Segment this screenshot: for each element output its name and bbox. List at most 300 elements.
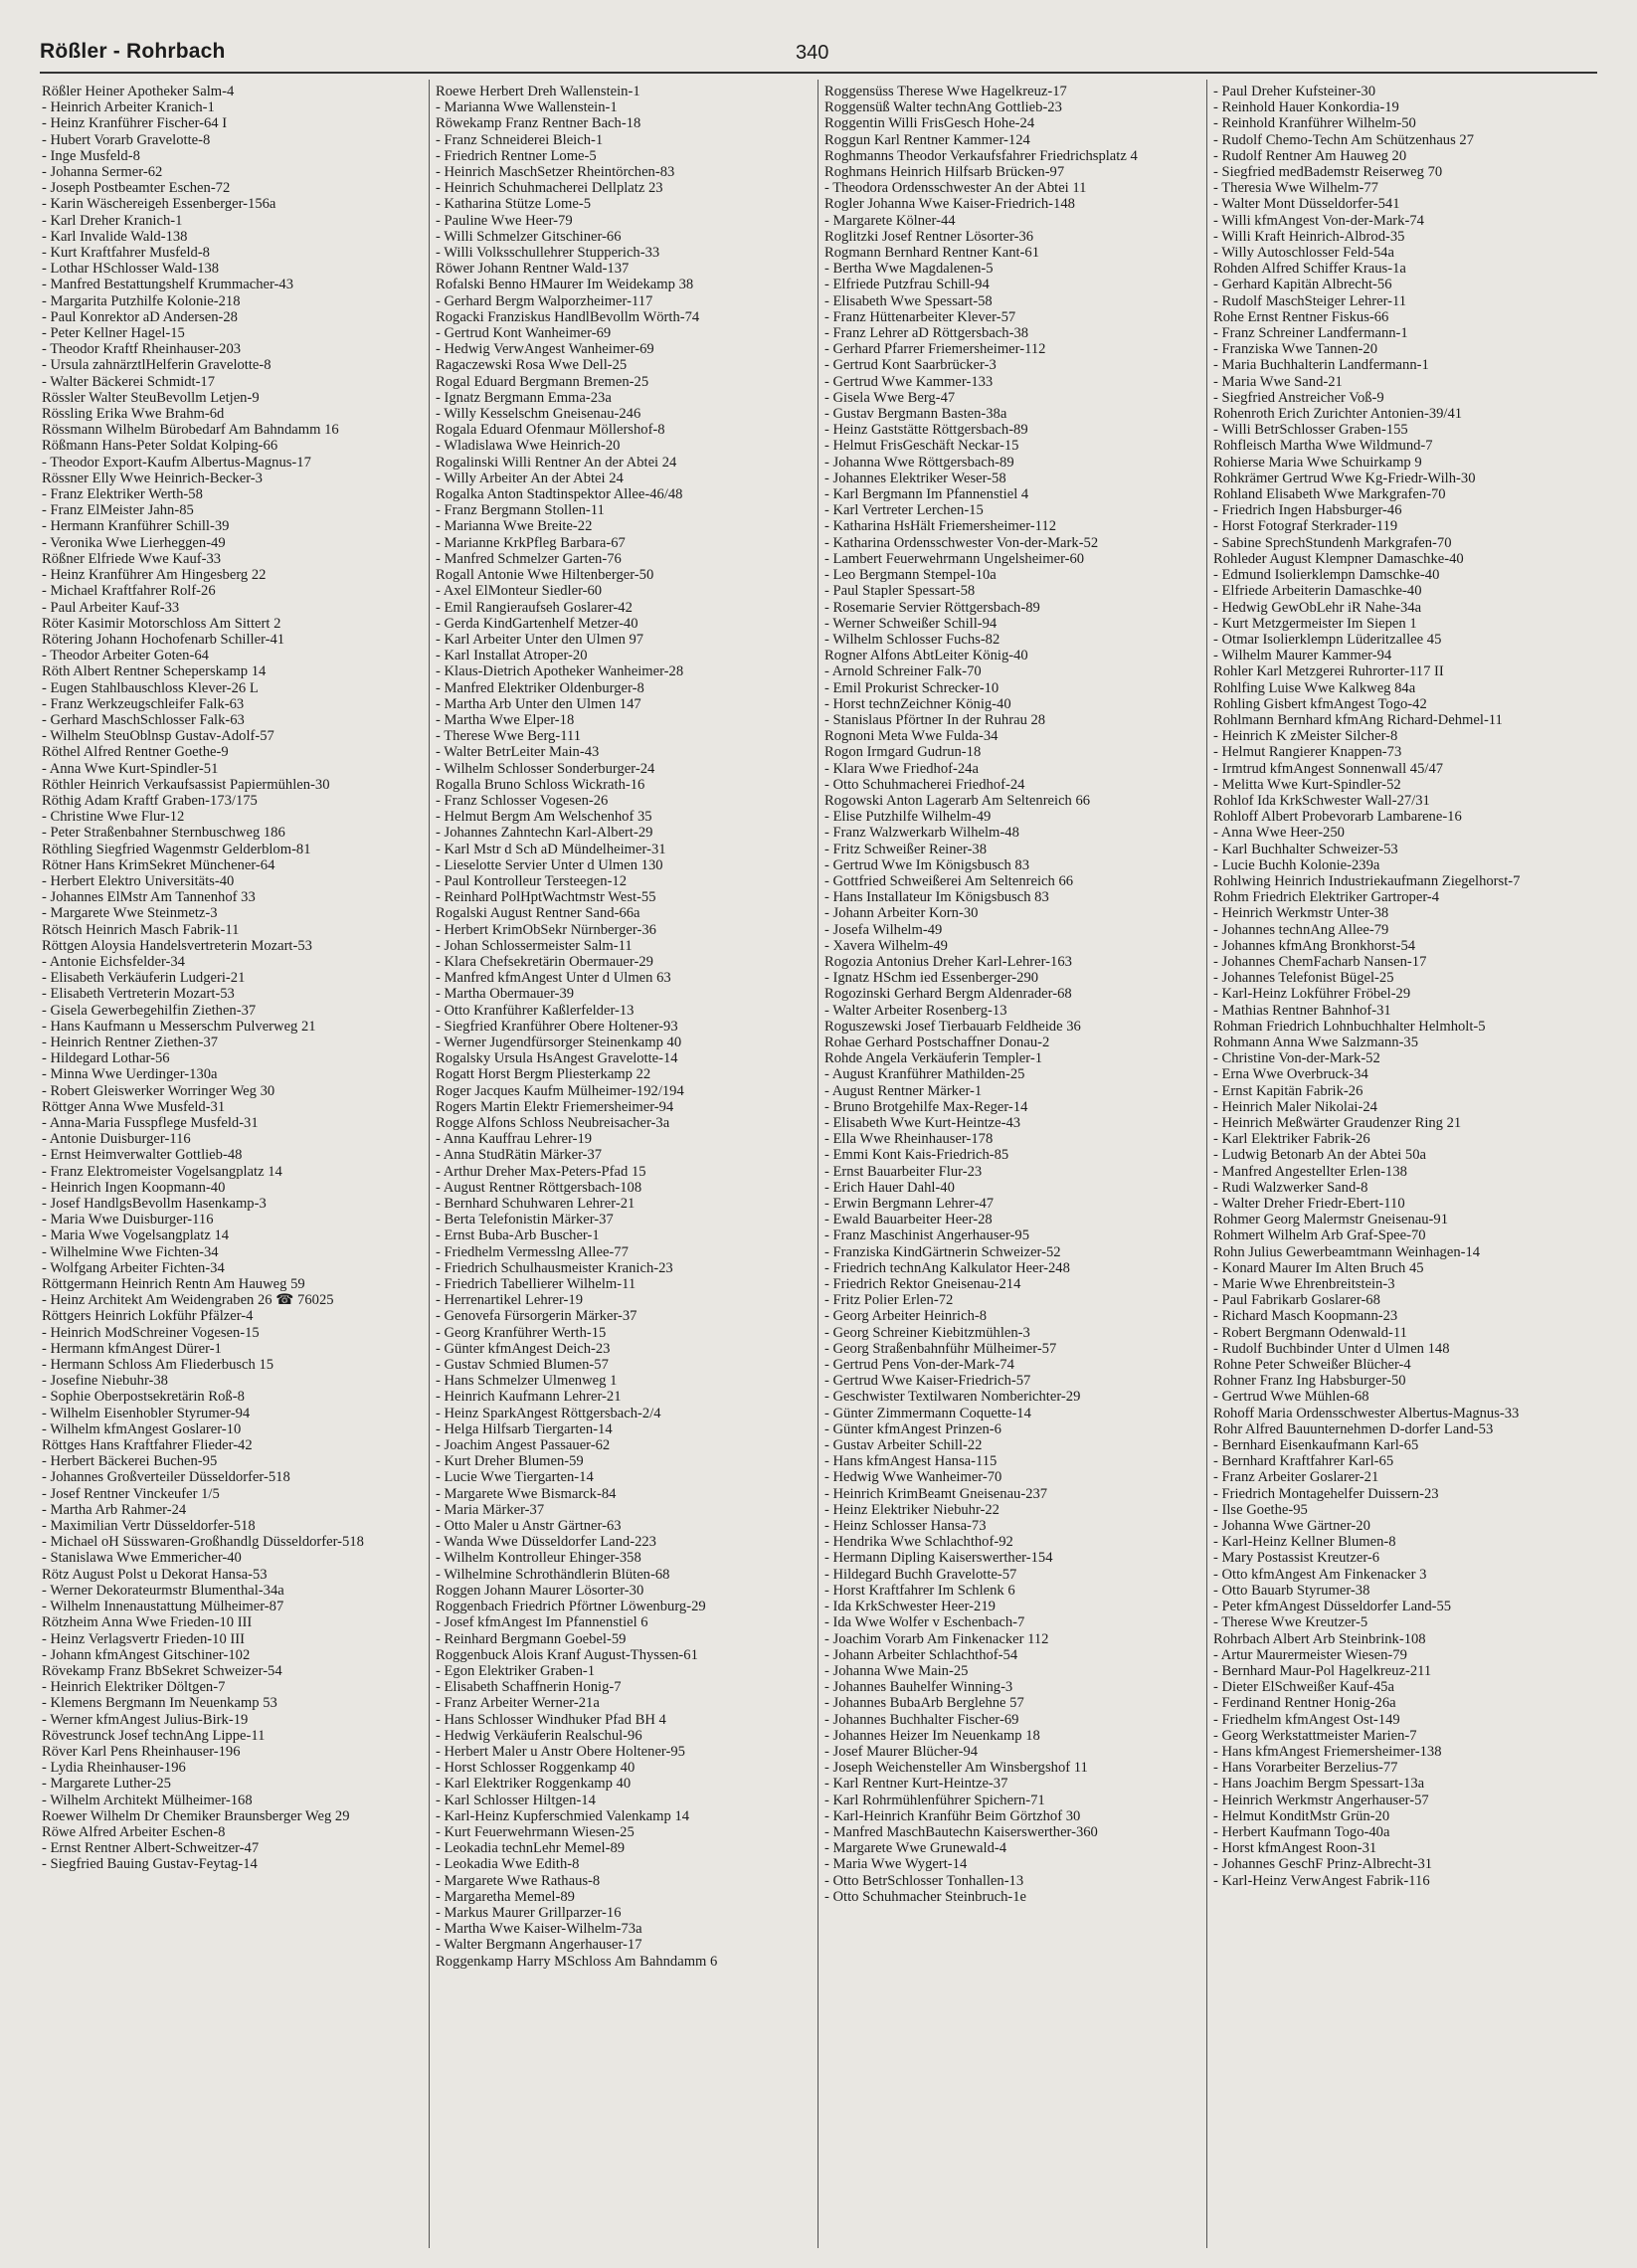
directory-entry: Rössmann Wilhelm Bürobedarf Am Bahndamm 16 bbox=[42, 422, 339, 439]
directory-entry: - Anna Wwe Kurt-Spindler-51 bbox=[42, 760, 219, 777]
directory-entry: - Gerhard MaschSchlosser Falk-63 bbox=[42, 711, 245, 728]
directory-entry: - Christine Wwe Flur-12 bbox=[42, 809, 185, 826]
directory-entry: - Anna StudRätin Märker-37 bbox=[436, 1147, 603, 1164]
directory-entry: - Friedrich Schulhausmeister Kranich-23 bbox=[436, 1259, 673, 1276]
directory-entry: - Hermann Dipling Kaiserswerther-154 bbox=[824, 1550, 1053, 1567]
directory-entry: - Otto Kranführer Kaßlerfelder-13 bbox=[436, 1002, 635, 1019]
directory-entry: Rohmer Georg Malermstr Gneisenau-91 bbox=[1213, 1212, 1449, 1228]
directory-entry: Rogers Martin Elektr Friemersheimer-94 bbox=[436, 1098, 674, 1115]
directory-entry: - Hans Vorarbeiter Berzelius-77 bbox=[1213, 1760, 1398, 1777]
directory-entry: - Klara Wwe Friedhof-24a bbox=[824, 760, 979, 777]
directory-entry: Rohmann Anna Wwe Salzmann-35 bbox=[1213, 1034, 1419, 1050]
directory-entry: Rohm Friedrich Elektriker Gartroper-4 bbox=[1213, 889, 1440, 906]
directory-entry: - Karl Elektriker Fabrik-26 bbox=[1213, 1131, 1370, 1148]
directory-entry: - Josefa Wilhelm-49 bbox=[824, 921, 943, 938]
directory-entry: - Johannes Elektriker Weser-58 bbox=[824, 470, 1006, 486]
directory-entry: - Hedwig VerwAngest Wanheimer-69 bbox=[436, 341, 654, 358]
directory-entry: Rötsch Heinrich Masch Fabrik-11 bbox=[42, 921, 240, 938]
directory-entry: - Ernst Bauarbeiter Flur-23 bbox=[824, 1163, 983, 1180]
directory-entry: - Rosemarie Servier Röttgersbach-89 bbox=[824, 599, 1040, 616]
directory-entry: - Friedrich Montagehelfer Duissern-23 bbox=[1213, 1485, 1439, 1502]
directory-entry: - Ella Wwe Rheinhauser-178 bbox=[824, 1131, 994, 1148]
directory-entry: Röttgers Heinrich Lokführ Pfälzer-4 bbox=[42, 1308, 254, 1325]
directory-entry: - Franz Schlosser Vogesen-26 bbox=[436, 792, 609, 809]
directory-entry: - Reinhard Bergmann Goebel-59 bbox=[436, 1630, 627, 1647]
directory-entry: - Konard Maurer Im Alten Bruch 45 bbox=[1213, 1259, 1424, 1276]
directory-entry: - Willi BetrSchlosser Graben-155 bbox=[1213, 422, 1408, 439]
directory-entry: - Ewald Bauarbeiter Heer-28 bbox=[824, 1212, 993, 1228]
directory-entry: - Wilhelmine Schrothändlerin Blüten-68 bbox=[436, 1566, 670, 1583]
directory-entry: - Klara Chefsekretärin Obermauer-29 bbox=[436, 953, 653, 970]
directory-entry: - Manfred Angestellter Erlen-138 bbox=[1213, 1163, 1407, 1180]
directory-entry: - Johanna Wwe Gärtner-20 bbox=[1213, 1518, 1370, 1535]
directory-entry: - Maria Wwe Duisburger-116 bbox=[42, 1212, 214, 1228]
directory-entry: - Manfred MaschBautechn Kaiserswerther-360 bbox=[824, 1823, 1098, 1840]
directory-entry: - Hildegard Buchh Gravelotte-57 bbox=[824, 1566, 1017, 1583]
directory-entry: - Heinrich Werkmstr Angerhauser-57 bbox=[1213, 1792, 1429, 1808]
directory-entry: - Heinrich K zMeister Silcher-8 bbox=[1213, 728, 1398, 745]
directory-entry: - Ida Wwe Wolfer v Eschenbach-7 bbox=[824, 1614, 1025, 1631]
directory-entry: - Karl Vertreter Lerchen-15 bbox=[824, 502, 984, 519]
directory-entry: - Wilhelm Kontrolleur Ehinger-358 bbox=[436, 1550, 641, 1567]
directory-entry: - Michael Kraftfahrer Rolf-26 bbox=[42, 583, 216, 600]
directory-entry: - Karl Bergmann Im Pfannenstiel 4 bbox=[824, 486, 1029, 503]
directory-entry: - Maria Wwe Sand-21 bbox=[1213, 373, 1343, 390]
directory-entry: - Manfred Bestattungshelf Krummacher-43 bbox=[42, 277, 293, 293]
directory-entry: - Ernst Buba-Arb Buscher-1 bbox=[436, 1228, 600, 1244]
directory-entry: Röttges Hans Kraftfahrer Flieder-42 bbox=[42, 1437, 253, 1454]
directory-entry: - Kurt Dreher Blumen-59 bbox=[436, 1453, 584, 1470]
directory-entry: Rohling Gisbert kfmAngest Togo-42 bbox=[1213, 695, 1427, 712]
directory-entry: - Reinhard PolHptWachtmstr West-55 bbox=[436, 889, 656, 906]
directory-entry: - Maria Wwe Vogelsangplatz 14 bbox=[42, 1228, 230, 1244]
directory-entry: - Leo Bergmann Stempel-10a bbox=[824, 567, 997, 584]
directory-entry: - Peter Kellner Hagel-15 bbox=[42, 325, 185, 342]
directory-entry: - Johannes Großverteiler Düsseldorfer-518 bbox=[42, 1469, 290, 1486]
directory-entry: - Horst technZeichner König-40 bbox=[824, 695, 1011, 712]
directory-entry: - Gustav Arbeiter Schill-22 bbox=[824, 1437, 983, 1454]
directory-entry: - Heinrich ModSchreiner Vogesen-15 bbox=[42, 1324, 260, 1341]
directory-entry: - Reinhold Hauer Konkordia-19 bbox=[1213, 99, 1399, 116]
directory-entry: - Lucie Buchh Kolonie-239a bbox=[1213, 856, 1380, 873]
directory-entry: - Herbert Maler u Anstr Obere Holtener-95 bbox=[436, 1743, 685, 1760]
directory-entry: - Siegfried medBademstr Reiserweg 70 bbox=[1213, 164, 1443, 181]
directory-entry: - Karl Rohrmühlenführer Spichern-71 bbox=[824, 1792, 1045, 1808]
directory-entry: - Marianna Wwe Breite-22 bbox=[436, 518, 593, 535]
directory-entry: - Franz ElMeister Jahn-85 bbox=[42, 502, 194, 519]
directory-entry: - Siegfried Kranführer Obere Holtener-93 bbox=[436, 1018, 678, 1035]
directory-entry: - Inge Musfeld-8 bbox=[42, 147, 140, 164]
directory-entry: - Walter Dreher Friedr-Ebert-110 bbox=[1213, 1196, 1405, 1213]
directory-entry: - Ilse Goethe-95 bbox=[1213, 1501, 1308, 1518]
directory-entry: - Leokadia technLehr Memel-89 bbox=[436, 1840, 626, 1857]
directory-entry: Rofalski Benno HMaurer Im Weidekamp 38 bbox=[436, 277, 694, 293]
directory-entry: - Wilhelm Architekt Mülheimer-168 bbox=[42, 1792, 253, 1808]
directory-entry: - Stanislawa Wwe Emmericher-40 bbox=[42, 1550, 242, 1567]
directory-entry: Rohfleisch Martha Wwe Wildmund-7 bbox=[1213, 438, 1433, 455]
directory-entry: - Ignatz Bergmann Emma-23a bbox=[436, 389, 612, 406]
directory-entry: Röthler Heinrich Verkaufsassist Papiermühlen-30 bbox=[42, 776, 330, 793]
directory-entry: - Werner kfmAngest Julius-Birk-19 bbox=[42, 1711, 249, 1728]
directory-entry: Rogacki Franziskus HandlBevollm Wörth-74 bbox=[436, 308, 700, 325]
directory-entry: Rößmann Hans-Peter Soldat Kolping-66 bbox=[42, 438, 278, 455]
directory-entry: - Siegfried Anstreicher Voß-9 bbox=[1213, 389, 1384, 406]
directory-entry: - Franz Elektromeister Vogelsangplatz 14 bbox=[42, 1163, 282, 1180]
directory-entry: Rötz August Polst u Dekorat Hansa-53 bbox=[42, 1566, 268, 1583]
directory-entry: Ragaczewski Rosa Wwe Dell-25 bbox=[436, 357, 628, 374]
directory-entry: - Heinrich Ingen Koopmann-40 bbox=[42, 1179, 226, 1196]
directory-entry: Rogner Alfons AbtLeiter König-40 bbox=[824, 648, 1028, 664]
directory-entry: - Johannes Zahntechn Karl-Albert-29 bbox=[436, 825, 653, 842]
directory-entry: - Arnold Schreiner Falk-70 bbox=[824, 663, 982, 680]
directory-entry: - Hendrika Wwe Schlachthof-92 bbox=[824, 1534, 1013, 1551]
directory-entry: - Maria Buchhalterin Landfermann-1 bbox=[1213, 357, 1429, 374]
directory-entry: - Hans Installateur Im Königsbusch 83 bbox=[824, 889, 1049, 906]
directory-entry: - Lydia Rheinhauser-196 bbox=[42, 1760, 186, 1777]
directory-entry: - Berta Telefonistin Märker-37 bbox=[436, 1212, 614, 1228]
running-title: Rößler - Rohrbach bbox=[40, 40, 226, 63]
directory-entry: - Günter kfmAngest Deich-23 bbox=[436, 1340, 611, 1357]
directory-entry: Röwekamp Franz Rentner Bach-18 bbox=[436, 115, 641, 132]
directory-entry: - Gottfried Schweißerei Am Seltenreich 66 bbox=[824, 872, 1074, 889]
directory-entry: - Franz Schreiner Landfermann-1 bbox=[1213, 325, 1408, 342]
directory-entry: - Elisabeth Wwe Spessart-58 bbox=[824, 292, 993, 309]
directory-entry: Rötering Johann Hochofenarb Schiller-41 bbox=[42, 631, 285, 648]
directory-entry: - Johanna Wwe Röttgersbach-89 bbox=[824, 454, 1014, 471]
directory-entry: - Lucie Wwe Tiergarten-14 bbox=[436, 1469, 594, 1486]
directory-entry: - Martha Arb Rahmer-24 bbox=[42, 1501, 187, 1518]
directory-entry: - Heinrich KrimBeamt Gneisenau-237 bbox=[824, 1485, 1048, 1502]
directory-entry: - Karl Mstr d Sch aD Mündelheimer-31 bbox=[436, 841, 666, 857]
running-header bbox=[40, 38, 1597, 74]
directory-entry: Rogozinski Gerhard Bergm Aldenrader-68 bbox=[824, 986, 1072, 1003]
directory-entry: - Franz Maschinist Angerhauser-95 bbox=[824, 1228, 1029, 1244]
directory-entry: Rohenroth Erich Zurichter Antonien-39/41 bbox=[1213, 406, 1463, 423]
directory-entry: - Walter Mont Düsseldorfer-541 bbox=[1213, 196, 1400, 213]
directory-entry: - Franziska KindGärtnerin Schweizer-52 bbox=[824, 1243, 1061, 1260]
directory-entry: - Martha Arb Unter den Ulmen 147 bbox=[436, 695, 641, 712]
directory-entry: - Bernhard Kraftfahrer Karl-65 bbox=[1213, 1453, 1394, 1470]
directory-entry: - Geschwister Textilwaren Nomberichter-29 bbox=[824, 1389, 1081, 1406]
directory-entry: - Martha Obermauer-39 bbox=[436, 986, 575, 1003]
directory-entry: - Helmut KonditMstr Grün-20 bbox=[1213, 1807, 1390, 1824]
directory-entry: - Rudolf Buchbinder Unter d Ulmen 148 bbox=[1213, 1340, 1450, 1357]
directory-entry: - Elfriede Putzfrau Schill-94 bbox=[824, 277, 990, 293]
directory-entry: - Herbert KrimObSekr Nürnberger-36 bbox=[436, 921, 656, 938]
directory-entry: - Günter kfmAngest Prinzen-6 bbox=[824, 1420, 1001, 1437]
directory-entry: - Maria Wwe Wygert-14 bbox=[824, 1856, 968, 1873]
directory-entry: Rohr Alfred Bauunternehmen D-dorfer Land-53 bbox=[1213, 1420, 1494, 1437]
directory-entry: - Richard Masch Koopmann-23 bbox=[1213, 1308, 1398, 1325]
directory-entry: - Gertrud Pens Von-der-Mark-74 bbox=[824, 1357, 1014, 1374]
directory-entry: - Irmtrud kfmAngest Sonnenwall 45/47 bbox=[1213, 760, 1444, 777]
directory-entry: - Genovefa Fürsorgerin Märker-37 bbox=[436, 1308, 637, 1325]
directory-entry: - Johanna Sermer-62 bbox=[42, 164, 163, 181]
directory-entry: - Marianne KrkPfleg Barbara-67 bbox=[436, 534, 626, 551]
directory-entry: - Wilhelm kfmAngest Goslarer-10 bbox=[42, 1420, 242, 1437]
directory-entry: Rogalka Anton Stadtinspektor Allee-46/48 bbox=[436, 486, 683, 503]
directory-entry: Rohoff Maria Ordensschwester Albertus-Magnus-33 bbox=[1213, 1405, 1520, 1421]
directory-entry: - Johannes ChemFacharb Nansen-17 bbox=[1213, 953, 1427, 970]
directory-entry: Rogmann Bernhard Rentner Kant-61 bbox=[824, 245, 1040, 262]
directory-entry: - Minna Wwe Uerdinger-130a bbox=[42, 1066, 218, 1083]
directory-entry: - Mathias Rentner Bahnhof-31 bbox=[1213, 1002, 1391, 1019]
directory-entry: - Heinrich Elektriker Döltgen-7 bbox=[42, 1679, 226, 1696]
directory-entry: - Wilhelm SteuOblnsp Gustav-Adolf-57 bbox=[42, 728, 274, 745]
directory-entry: - Josefine Niebuhr-38 bbox=[42, 1373, 168, 1390]
directory-entry: Rogon Irmgard Gudrun-18 bbox=[824, 744, 982, 761]
directory-entry: - Emil Rangieraufseh Goslarer-42 bbox=[436, 599, 633, 616]
directory-entry: Rogler Johanna Wwe Kaiser-Friedrich-148 bbox=[824, 196, 1075, 213]
directory-entry: - Willy Autoschlosser Feld-54a bbox=[1213, 245, 1394, 262]
directory-entry: - Ferdinand Rentner Honig-26a bbox=[1213, 1695, 1396, 1712]
directory-entry: - Hermann kfmAngest Dürer-1 bbox=[42, 1340, 222, 1357]
directory-entry: - Rudolf MaschSteiger Lehrer-11 bbox=[1213, 292, 1407, 309]
directory-entry: - Otto Maler u Anstr Gärtner-63 bbox=[436, 1518, 622, 1535]
directory-entry: - Kurt Metzgermeister Im Siepen 1 bbox=[1213, 615, 1417, 632]
directory-entry: - Artur Maurermeister Wiesen-79 bbox=[1213, 1646, 1407, 1663]
directory-entry: - Gertrud Wwe Kammer-133 bbox=[824, 373, 994, 390]
directory-entry: - Michael oH Süsswaren-Großhandlg Düsseldorfer-518 bbox=[42, 1534, 364, 1551]
directory-entry: - Elisabeth Schaffnerin Honig-7 bbox=[436, 1679, 622, 1696]
directory-entry: - Elisabeth Vertreterin Mozart-53 bbox=[42, 986, 235, 1003]
directory-entry: - Hans Kaufmann u Messerschm Pulverweg 21 bbox=[42, 1018, 316, 1035]
directory-entry: - Rudi Walzwerker Sand-8 bbox=[1213, 1179, 1368, 1196]
directory-entry: - Franz Lehrer aD Röttgersbach-38 bbox=[824, 325, 1029, 342]
directory-entry: Rogalski August Rentner Sand-66a bbox=[436, 905, 640, 922]
directory-entry: - Gertrud Wwe Mühlen-68 bbox=[1213, 1389, 1369, 1406]
directory-entry: - Reinhold Kranführer Wilhelm-50 bbox=[1213, 115, 1416, 132]
directory-entry: - Josef kfmAngest Im Pfannenstiel 6 bbox=[436, 1614, 648, 1631]
directory-entry: - Horst kfmAngest Roon-31 bbox=[1213, 1840, 1377, 1857]
directory-entry: - Wilhelmine Wwe Fichten-34 bbox=[42, 1243, 219, 1260]
directory-entry: Roghmanns Theodor Verkaufsfahrer Friedrichsplatz 4 bbox=[824, 147, 1138, 164]
directory-entry: - Johann Arbeiter Schlachthof-54 bbox=[824, 1646, 1018, 1663]
directory-entry: - Paul Arbeiter Kauf-33 bbox=[42, 599, 180, 616]
directory-entry: Roger Jacques Kaufm Mülheimer-192/194 bbox=[436, 1082, 684, 1099]
directory-entry: - Paul Konrektor aD Andersen-28 bbox=[42, 308, 238, 325]
directory-entry: - Heinrich Kaufmann Lehrer-21 bbox=[436, 1389, 622, 1406]
directory-entry: Rohe Ernst Rentner Fiskus-66 bbox=[1213, 308, 1389, 325]
directory-column-2 bbox=[429, 80, 818, 2248]
directory-entry: - Otto Bauarb Styrumer-38 bbox=[1213, 1582, 1370, 1599]
directory-entry: - Johannes ElMstr Am Tannenhof 33 bbox=[42, 889, 256, 906]
directory-entry: - Friedrich Ingen Habsburger-46 bbox=[1213, 502, 1402, 519]
directory-entry: - Markus Maurer Grillparzer-16 bbox=[436, 1904, 622, 1921]
directory-entry: - Hedwig Wwe Wanheimer-70 bbox=[824, 1469, 1002, 1486]
directory-entry: - Ernst Kapitän Fabrik-26 bbox=[1213, 1082, 1364, 1099]
directory-entry: - Bernhard Schuhwaren Lehrer-21 bbox=[436, 1196, 636, 1213]
directory-entry: Rohae Gerhard Postschaffner Donau-2 bbox=[824, 1034, 1050, 1050]
directory-entry: - Arthur Dreher Max-Peters-Pfad 15 bbox=[436, 1163, 646, 1180]
directory-entry: - Margarita Putzhilfe Kolonie-218 bbox=[42, 292, 241, 309]
directory-entry: - Werner Dekorateurmstr Blumenthal-34a bbox=[42, 1582, 284, 1599]
directory-entry: - Manfred kfmAngest Unter d Ulmen 63 bbox=[436, 970, 671, 987]
directory-entry: - Georg Werkstattmeister Marien-7 bbox=[1213, 1727, 1417, 1744]
directory-entry: - Emmi Kont Kais-Friedrich-85 bbox=[824, 1147, 1009, 1164]
directory-entry: - Heinz Verlagsvertr Frieden-10 III bbox=[42, 1630, 245, 1647]
directory-columns bbox=[40, 80, 1597, 2248]
directory-entry: - Martha Wwe Kaiser-Wilhelm-73a bbox=[436, 1921, 642, 1938]
directory-entry: - Paul Dreher Kufsteiner-30 bbox=[1213, 84, 1376, 99]
directory-entry: - Heinrich Meßwärter Graudenzer Ring 21 bbox=[1213, 1115, 1462, 1131]
directory-entry: - Gerhard Bergm Walporzheimer-117 bbox=[436, 292, 653, 309]
directory-entry: - Gertrud Wwe Im Königsbusch 83 bbox=[824, 856, 1030, 873]
directory-entry: - Edmund Isolierklempn Damschke-40 bbox=[1213, 567, 1440, 584]
directory-entry: - Georg Arbeiter Heinrich-8 bbox=[824, 1308, 988, 1325]
directory-entry: - Margarete Kölner-44 bbox=[824, 212, 956, 229]
directory-entry: Rognoni Meta Wwe Fulda-34 bbox=[824, 728, 999, 745]
directory-entry: Rövestrunck Josef technAng Lippe-11 bbox=[42, 1727, 266, 1744]
directory-entry: - Horst Fotograf Sterkrader-119 bbox=[1213, 518, 1398, 535]
directory-entry: - Dieter ElSchweißer Kauf-45a bbox=[1213, 1679, 1394, 1696]
directory-entry: - Martha Wwe Elper-18 bbox=[436, 711, 575, 728]
page-number: 340 bbox=[796, 42, 829, 64]
directory-entry: - Hans Joachim Bergm Spessart-13a bbox=[1213, 1776, 1425, 1793]
directory-entry: - Karl Arbeiter Unter den Ulmen 97 bbox=[436, 631, 644, 648]
directory-entry: - Walter Bäckerei Schmidt-17 bbox=[42, 373, 216, 390]
directory-column-1 bbox=[40, 80, 429, 2248]
directory-entry: - Franz Hüttenarbeiter Klever-57 bbox=[824, 308, 1016, 325]
directory-entry: - Bernhard Maur-Pol Hagelkreuz-211 bbox=[1213, 1662, 1432, 1679]
directory-entry: - Margarete Luther-25 bbox=[42, 1776, 171, 1793]
directory-entry: - Kurt Kraftfahrer Musfeld-8 bbox=[42, 245, 210, 262]
directory-entry: - Elisabeth Wwe Kurt-Heintze-43 bbox=[824, 1115, 1021, 1131]
directory-entry: - Klemens Bergmann Im Neuenkamp 53 bbox=[42, 1695, 277, 1712]
directory-entry: - Elise Putzhilfe Wilhelm-49 bbox=[824, 809, 992, 826]
directory-entry: - Manfred Schmelzer Garten-76 bbox=[436, 550, 622, 567]
directory-entry: - Gertrud Wwe Kaiser-Friedrich-57 bbox=[824, 1373, 1031, 1390]
directory-entry: - Franz Arbeiter Goslarer-21 bbox=[1213, 1469, 1379, 1486]
directory-entry: - Mary Postassist Kreutzer-6 bbox=[1213, 1550, 1380, 1567]
directory-entry: - Wilhelm Eisenhobler Styrumer-94 bbox=[42, 1405, 251, 1421]
directory-entry: Roggensüss Therese Wwe Hagelkreuz-17 bbox=[824, 84, 1067, 99]
directory-entry: Roggen Johann Maurer Lösorter-30 bbox=[436, 1582, 644, 1599]
directory-entry: Röwe Alfred Arbeiter Eschen-8 bbox=[42, 1823, 226, 1840]
directory-entry: - Werner Jugendfürsorger Steinenkamp 40 bbox=[436, 1034, 682, 1050]
directory-entry: - Heinz Schlosser Hansa-73 bbox=[824, 1518, 987, 1535]
directory-entry: - Gustav Schmied Blumen-57 bbox=[436, 1357, 609, 1374]
directory-entry: - Lieselotte Servier Unter d Ulmen 130 bbox=[436, 856, 663, 873]
directory-entry: - Georg Kranführer Werth-15 bbox=[436, 1324, 607, 1341]
directory-entry: - Karl-Heinz VerwAngest Fabrik-116 bbox=[1213, 1872, 1430, 1889]
directory-entry: - Karl Invalide Wald-138 bbox=[42, 228, 188, 245]
directory-entry: Rohlof Ida KrkSchwester Wall-27/31 bbox=[1213, 792, 1430, 809]
directory-entry: - Otto Schuhmacher Steinbruch-1e bbox=[824, 1888, 1027, 1905]
directory-entry: - Katharina Stütze Lome-5 bbox=[436, 196, 592, 213]
directory-entry: Rohman Friedrich Lohnbuchhalter Helmholt-5 bbox=[1213, 1018, 1486, 1035]
directory-entry: - Hermann Kranführer Schill-39 bbox=[42, 518, 230, 535]
directory-entry: Roggun Karl Rentner Kammer-124 bbox=[824, 131, 1030, 148]
directory-entry: - Karl-Heinrich Kranführ Beim Görtzhof 30 bbox=[824, 1807, 1081, 1824]
directory-entry: Röthling Siegfried Wagenmstr Gelderblom-81 bbox=[42, 841, 311, 857]
directory-entry: - Willi Volksschullehrer Stupperich-33 bbox=[436, 245, 660, 262]
directory-entry: - Hildegard Lothar-56 bbox=[42, 1050, 170, 1067]
directory-entry: - Erich Hauer Dahl-40 bbox=[824, 1179, 955, 1196]
directory-entry: - Margarete Wwe Bismarck-84 bbox=[436, 1485, 617, 1502]
directory-entry: Rössner Elly Wwe Heinrich-Becker-3 bbox=[42, 470, 263, 486]
directory-entry: - Herbert Elektro Universitäts-40 bbox=[42, 872, 235, 889]
directory-entry: - Marianna Wwe Wallenstein-1 bbox=[436, 99, 618, 116]
directory-entry: - Sophie Oberpostsekretärin Roß-8 bbox=[42, 1389, 245, 1406]
directory-entry: Roglitzki Josef Rentner Lösorter-36 bbox=[824, 228, 1034, 245]
directory-entry: - Bernhard Eisenkaufmann Karl-65 bbox=[1213, 1437, 1419, 1454]
directory-entry: - Pauline Wwe Heer-79 bbox=[436, 212, 573, 229]
directory-entry: - Theodor Kraftf Rheinhauser-203 bbox=[42, 341, 242, 358]
directory-entry: - Joachim Vorarb Am Finkenacker 112 bbox=[824, 1630, 1049, 1647]
directory-entry: - Franz Walzwerkarb Wilhelm-48 bbox=[824, 825, 1019, 842]
directory-entry: - Rudolf Rentner Am Hauweg 20 bbox=[1213, 147, 1407, 164]
directory-entry: - Willi kfmAngest Von-der-Mark-74 bbox=[1213, 212, 1424, 229]
directory-entry: - Margaretha Memel-89 bbox=[436, 1888, 575, 1905]
directory-entry: Roggenbach Friedrich Pförtner Löwenburg-29 bbox=[436, 1599, 706, 1615]
directory-entry: - Heinz Kranführer Fischer-64 I bbox=[42, 115, 228, 132]
directory-entry: - Heinrich Maler Nikolai-24 bbox=[1213, 1098, 1377, 1115]
directory-entry: Rössler Walter SteuBevollm Letjen-9 bbox=[42, 389, 260, 406]
directory-entry: - Ernst Heimverwalter Gottlieb-48 bbox=[42, 1147, 243, 1164]
directory-entry: - Franz Elektriker Werth-58 bbox=[42, 486, 203, 503]
directory-entry: - Otto kfmAngest Am Finkenacker 3 bbox=[1213, 1566, 1427, 1583]
directory-entry: - Gustav Bergmann Basten-38a bbox=[824, 406, 1007, 423]
directory-entry: - Walter Arbeiter Rosenberg-13 bbox=[824, 1002, 1007, 1019]
directory-entry: - Heinrich MaschSetzer Rheintörchen-83 bbox=[436, 164, 675, 181]
directory-entry: - Marie Wwe Ehrenbreitstein-3 bbox=[1213, 1276, 1395, 1293]
directory-entry: - Georg Schreiner Kiebitzmühlen-3 bbox=[824, 1324, 1030, 1341]
directory-entry: - Axel ElMonteur Siedler-60 bbox=[436, 583, 603, 600]
directory-entry: - Horst Schlosser Roggenkamp 40 bbox=[436, 1760, 636, 1777]
directory-entry: - Maria Märker-37 bbox=[436, 1501, 545, 1518]
directory-entry: - Emil Prokurist Schrecker-10 bbox=[824, 679, 1000, 696]
directory-entry: - Paul Stapler Spessart-58 bbox=[824, 583, 976, 600]
directory-entry: - Karin Wäschereigeh Essenberger-156a bbox=[42, 196, 276, 213]
directory-entry: Roggentin Willi FrisGesch Hohe-24 bbox=[824, 115, 1035, 132]
directory-entry: Roggensüß Walter technAng Gottlieb-23 bbox=[824, 99, 1062, 116]
directory-entry: - Friedhelm kfmAngest Ost-149 bbox=[1213, 1711, 1400, 1728]
directory-entry: - Hans kfmAngest Friemersheimer-138 bbox=[1213, 1743, 1442, 1760]
directory-entry: - Franz Arbeiter Werner-21a bbox=[436, 1695, 600, 1712]
directory-entry: - Heinrich Werkmstr Unter-38 bbox=[1213, 905, 1389, 922]
directory-entry: - Theodor Arbeiter Goten-64 bbox=[42, 648, 209, 664]
directory-entry: - Hans Schlosser Windhuker Pfad BH 4 bbox=[436, 1711, 666, 1728]
directory-entry: - Gertrud Kont Wanheimer-69 bbox=[436, 325, 612, 342]
directory-entry: - Leokadia Wwe Edith-8 bbox=[436, 1856, 580, 1873]
directory-entry: - August Kranführer Mathilden-25 bbox=[824, 1066, 1025, 1083]
directory-entry: Röttger Anna Wwe Musfeld-31 bbox=[42, 1098, 226, 1115]
directory-entry: - Herbert Kaufmann Togo-40a bbox=[1213, 1823, 1390, 1840]
directory-entry: - Siegfried Bauing Gustav-Feytag-14 bbox=[42, 1856, 258, 1873]
directory-entry: Röth Albert Rentner Scheperskamp 14 bbox=[42, 663, 267, 680]
directory-entry: - Elfriede Arbeiterin Damaschke-40 bbox=[1213, 583, 1422, 600]
directory-entry: - Bruno Brotgehilfe Max-Reger-14 bbox=[824, 1098, 1028, 1115]
directory-entry: - Peter kfmAngest Düsseldorfer Land-55 bbox=[1213, 1599, 1452, 1615]
directory-entry: - Therese Wwe Berg-111 bbox=[436, 728, 582, 745]
directory-entry: - Margarete Wwe Steinmetz-3 bbox=[42, 905, 218, 922]
directory-entry: Rohierse Maria Wwe Schuirkamp 9 bbox=[1213, 454, 1422, 471]
directory-entry: - Hubert Vorarb Gravelotte-8 bbox=[42, 131, 211, 148]
directory-entry: Rohne Peter Schweißer Blücher-4 bbox=[1213, 1357, 1411, 1374]
directory-entry: - Heinz Elektriker Niebuhr-22 bbox=[824, 1501, 1000, 1518]
directory-entry: - Paul Kontrolleur Tersteegen-12 bbox=[436, 872, 628, 889]
directory-entry: Rogalla Bruno Schloss Wickrath-16 bbox=[436, 776, 645, 793]
directory-entry: Roghmans Heinrich Hilfsarb Brücken-97 bbox=[824, 164, 1065, 181]
directory-entry: Rohleder August Klempner Damaschke-40 bbox=[1213, 550, 1464, 567]
directory-entry: - August Rentner Röttgersbach-108 bbox=[436, 1179, 642, 1196]
directory-entry: - Gertrud Kont Saarbrücker-3 bbox=[824, 357, 997, 374]
directory-entry: - Katharina Ordensschwester Von-der-Mark-52 bbox=[824, 534, 1099, 551]
directory-entry: - Bertha Wwe Magdalenen-5 bbox=[824, 261, 994, 278]
directory-entry: - Johanna Wwe Main-25 bbox=[824, 1662, 969, 1679]
directory-entry: Roewe Herbert Dreh Wallenstein-1 bbox=[436, 84, 640, 99]
